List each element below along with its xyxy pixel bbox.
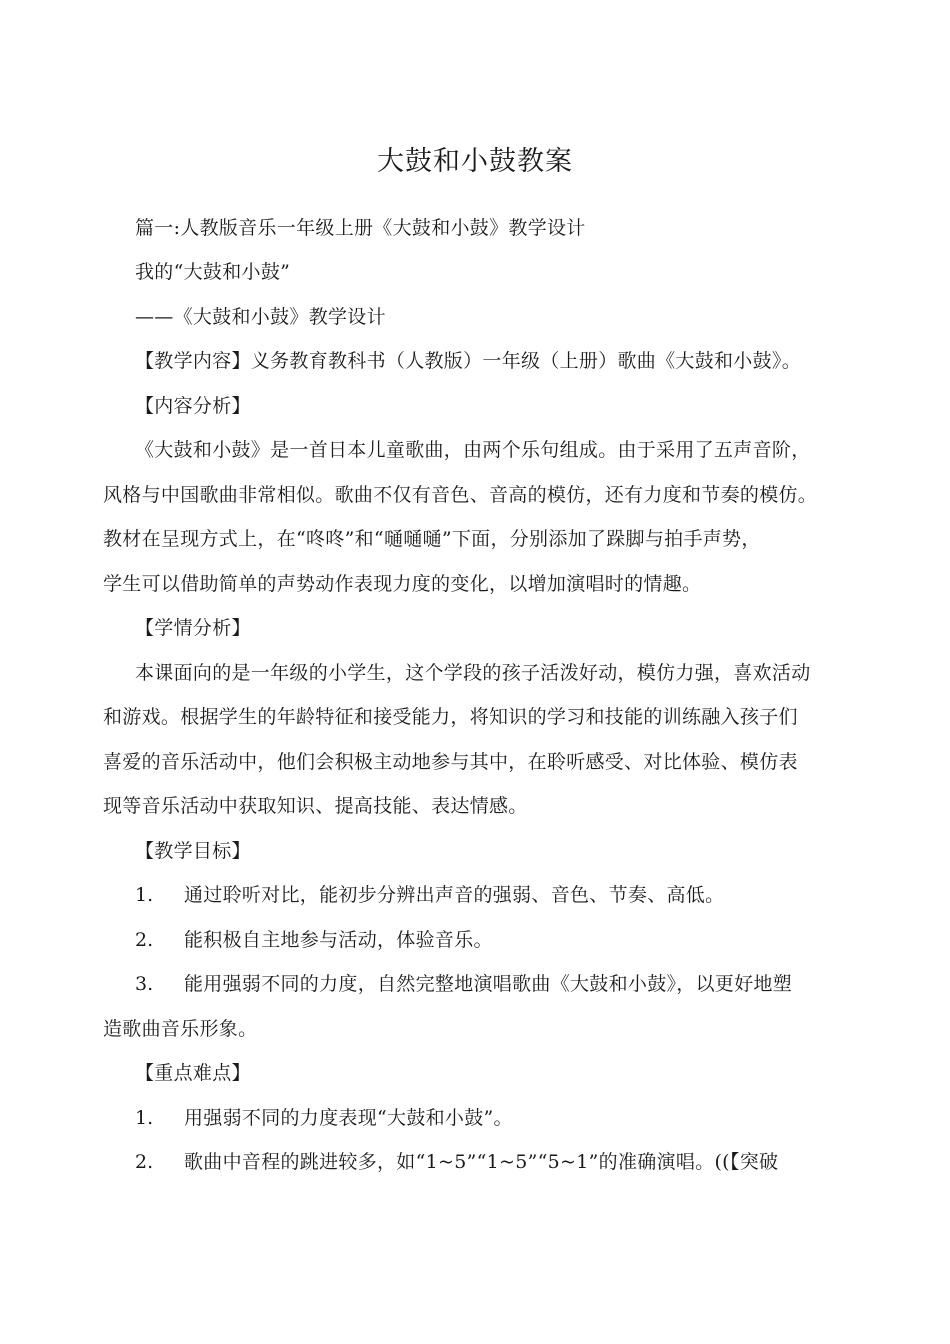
heading-line: 我的“大鼓和小鼓” bbox=[135, 261, 291, 283]
list-item: 用强弱不同的力度表现“大鼓和小鼓”。 bbox=[184, 1107, 513, 1129]
list-item: 通过聆听对比，能初步分辨出声音的强弱、音色、节奏、高低。 bbox=[184, 884, 725, 906]
paragraph-line: 《大鼓和小鼓》是一首日本儿童歌曲，由两个乐句组成。由于采用了五声音阶， bbox=[135, 439, 811, 461]
paragraph-line: 和游戏。根据学生的年龄特征和接受能力，将知识的学习和技能的训练融入孩子们 bbox=[103, 706, 798, 728]
paragraph-line: 本课面向的是一年级的小学生，这个学段的孩子活泼好动，模仿力强，喜欢活动 bbox=[135, 662, 811, 684]
list-item: 能积极自主地参与活动，体验音乐。 bbox=[184, 929, 493, 951]
document-title: 大鼓和小鼓教案 bbox=[377, 146, 573, 177]
paragraph-line: 学生可以借助简单的声势动作表现力度的变化，以增加演唱时的情趣。 bbox=[103, 573, 702, 595]
list-number: 2. bbox=[135, 929, 154, 951]
list-item: 能用强弱不同的力度，自然完整地演唱歌曲《大鼓和小鼓》，以更好地塑 bbox=[184, 973, 793, 995]
list-item-continuation: 造歌曲音乐形象。 bbox=[103, 1018, 258, 1040]
paragraph-line: 教材在呈现方式上，在“咚咚”和“嗵嗵嗵”下面，分别添加了跺脚与拍手声势， bbox=[103, 528, 761, 550]
paragraph-line: 现等音乐活动中获取知识、提高技能、表达情感。 bbox=[103, 795, 528, 817]
list-number: 1. bbox=[135, 884, 154, 906]
section-heading: 【内容分析】 bbox=[135, 395, 251, 417]
list-number: 1. bbox=[135, 1107, 154, 1129]
list-number: 2. bbox=[135, 1151, 154, 1173]
section-heading: 【重点难点】 bbox=[135, 1062, 251, 1084]
section-heading: 【学情分析】 bbox=[135, 617, 251, 639]
paragraph-line: 喜爱的音乐活动中，他们会积极主动地参与其中，在聆听感受、对比体验、模仿表 bbox=[103, 751, 798, 773]
section-heading: 【教学目标】 bbox=[135, 840, 251, 862]
heading-line: ——《大鼓和小鼓》教学设计 bbox=[135, 306, 386, 328]
list-number: 3. bbox=[135, 973, 154, 995]
paragraph-line: 风格与中国歌曲非常相似。歌曲不仅有音色、音高的模仿，还有力度和节奏的模仿。 bbox=[103, 484, 818, 506]
teaching-content-line: 【教学内容】义务教育教科书（人教版）一年级（上册）歌曲《大鼓和小鼓》。 bbox=[135, 350, 802, 372]
subtitle-line: 篇一:人教版音乐一年级上册《大鼓和小鼓》教学设计 bbox=[135, 217, 586, 239]
list-item: 歌曲中音程的跳进较多，如“1~5”“1~5”“5~1”的准确演唱。((【突破 bbox=[184, 1151, 779, 1173]
